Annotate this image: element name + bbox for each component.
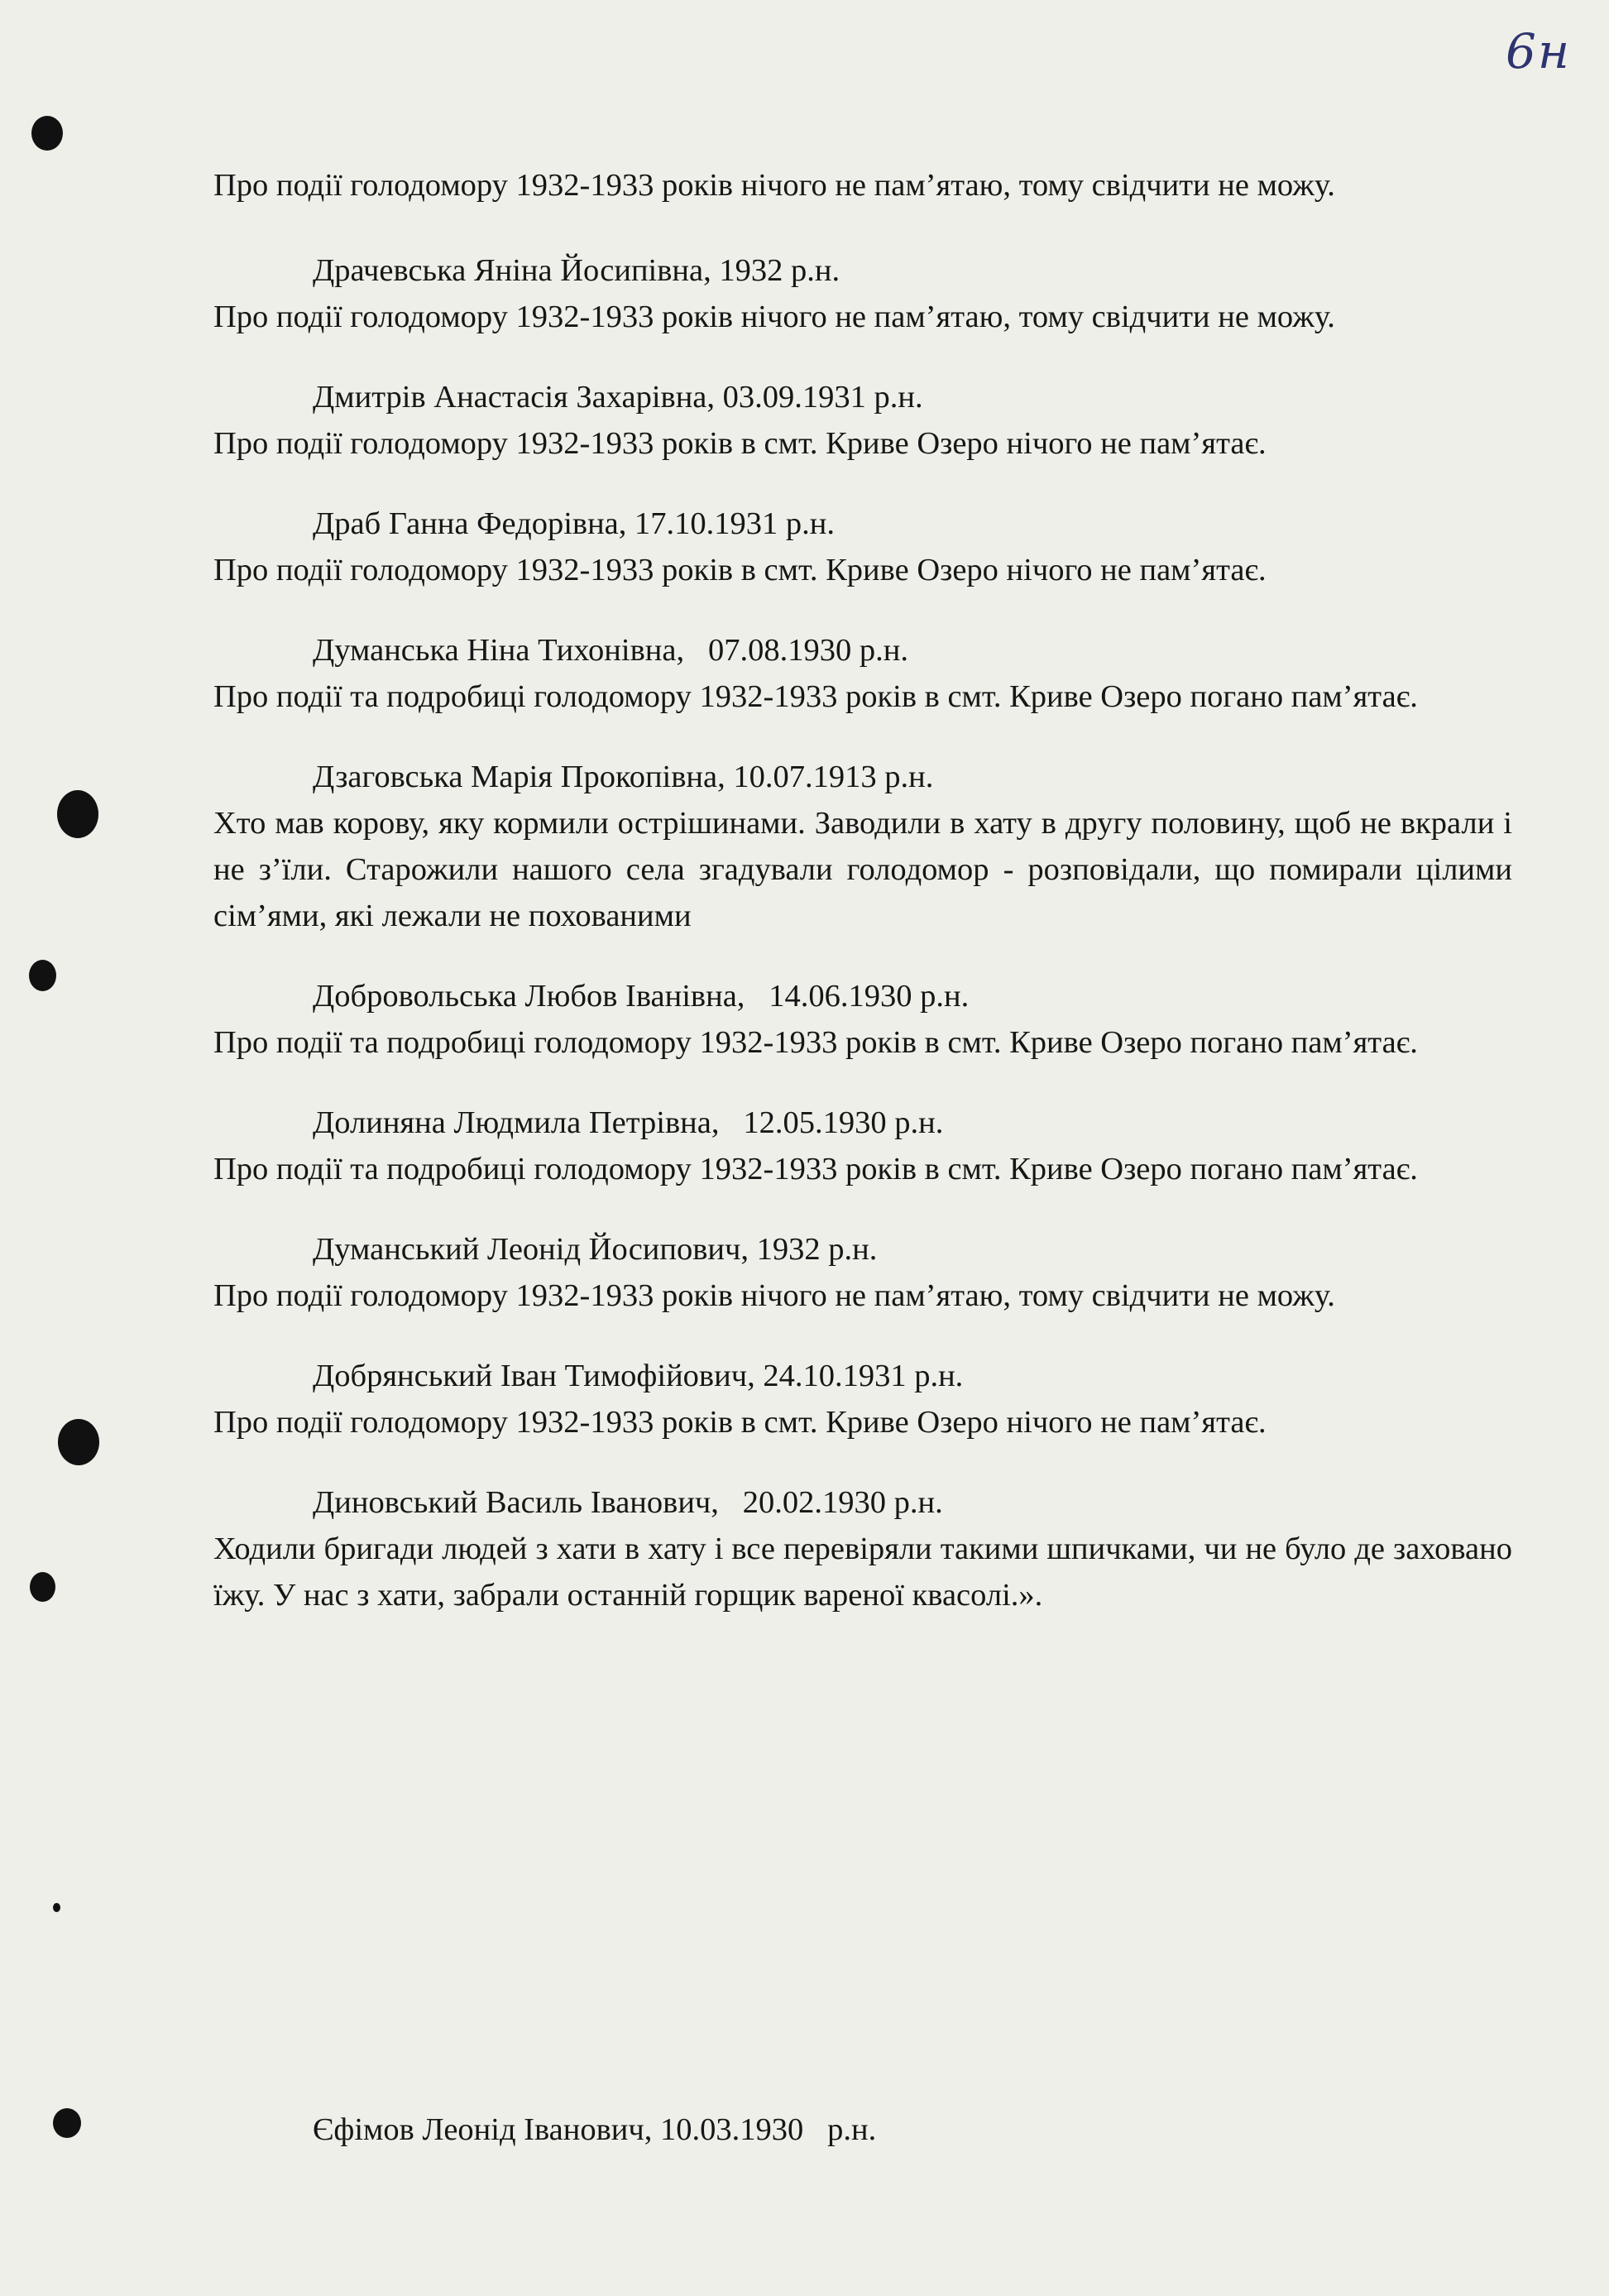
testimony-entry: [213, 501, 1512, 593]
testimony-text: Про події та подробиці голодомору 1932-1933 років в смт. Криве Озеро погано пам’ятає.: [213, 1152, 1418, 1186]
testimony-text: Про події голодомору 1932-1933 років в смт. Криве Озеро нічого не пам’ятає.: [213, 1405, 1267, 1440]
testimony-entry: [213, 1226, 1512, 1319]
punch-hole: [31, 116, 63, 151]
witness-name-date: Долиняна Людмила Петрівна, 12.05.1930 р.н.: [313, 1105, 944, 1140]
handwritten-page-number: 6н: [1506, 23, 1572, 79]
witness-name-date: Драб Ганна Федорівна, 17.10.1931 р.н.: [313, 506, 836, 541]
final-witness-name-date: Єфімов Леонід Іванович, 10.03.1930 р.н.: [313, 2112, 877, 2147]
testimony-text: Про події голодомору 1932-1933 років нічого не пам’ятаю, тому свідчити не можу.: [213, 1278, 1335, 1313]
testimony-text: Про події голодомору 1932-1933 років в смт. Криве Озеро нічого не пам’ятає.: [213, 426, 1267, 461]
document-body: [213, 162, 1512, 1652]
witness-name-date: Думанський Леонід Йосипович, 1932 р.н.: [313, 1232, 878, 1267]
testimony-entry: [213, 973, 1512, 1066]
testimony-text: Про події голодомору 1932-1933 років в смт. Криве Озеро нічого не пам’ятає.: [213, 553, 1267, 587]
witness-name-date: Диновський Василь Іванович, 20.02.1930 р.н.: [313, 1485, 943, 1520]
punch-hole: [53, 2108, 81, 2138]
testimony-entry: [213, 627, 1512, 720]
intro-paragraph: [213, 162, 1512, 209]
punch-hole: [30, 1572, 55, 1602]
witness-name-date: Добрянський Іван Тимофійович, 24.10.1931 р.н.: [313, 1359, 964, 1393]
testimony-text: Про події та подробиці голодомору 1932-1933 років в смт. Криве Озеро погано пам’ятає.: [213, 1025, 1418, 1060]
witness-name-date: Дмитрів Анастасія Захарівна, 03.09.1931 р.н.: [313, 380, 923, 415]
witness-name-date: Добровольська Любов Іванівна, 14.06.1930 р.н.: [313, 979, 970, 1014]
punch-hole: [29, 960, 56, 991]
testimony-entry: [213, 247, 1512, 340]
testimony-text: Ходили бригади людей з хати в хату і все перевіряли такими шпичками, чи не було де заховано їжу. У нас з хати, забрали останній горщик вареної квасолі.».: [213, 1531, 1512, 1613]
witness-name-date: Дзаговська Марія Прокопівна, 10.07.1913 р.н.: [313, 760, 934, 794]
testimony-entry: [213, 374, 1512, 467]
testimony-entry: [213, 1353, 1512, 1445]
punch-hole: [53, 1903, 60, 1912]
testimony-text: Про події голодомору 1932-1933 років нічого не пам’ятаю, тому свідчити не можу.: [213, 300, 1335, 334]
witness-name-date: Драчевська Яніна Йосипівна, 1932 р.н.: [313, 253, 840, 288]
testimony-entry: [213, 754, 1512, 939]
testimony-entry: [213, 1479, 1512, 1618]
witness-name-date: Думанська Ніна Тихонівна, 07.08.1930 р.н.: [313, 633, 908, 668]
testimony-text: Про події та подробиці голодомору 1932-1933 років в смт. Криве Озеро погано пам’ятає.: [213, 679, 1418, 714]
testimony-text: Про події голодомору 1932-1933 років нічого не пам’ятаю, тому свідчити не можу.: [213, 168, 1335, 203]
punch-hole: [57, 790, 98, 838]
testimony-text: Хто мав корову, яку кормили острішинами. Заводили в хату в другу половину, щоб не вкрали і не з’їли. Старожили нашого села згадували голодомор - розповідали, що помирали цілими сім’ями, які лежали не похованими: [213, 806, 1512, 933]
testimony-entry: [213, 1100, 1512, 1192]
punch-hole: [58, 1419, 99, 1465]
